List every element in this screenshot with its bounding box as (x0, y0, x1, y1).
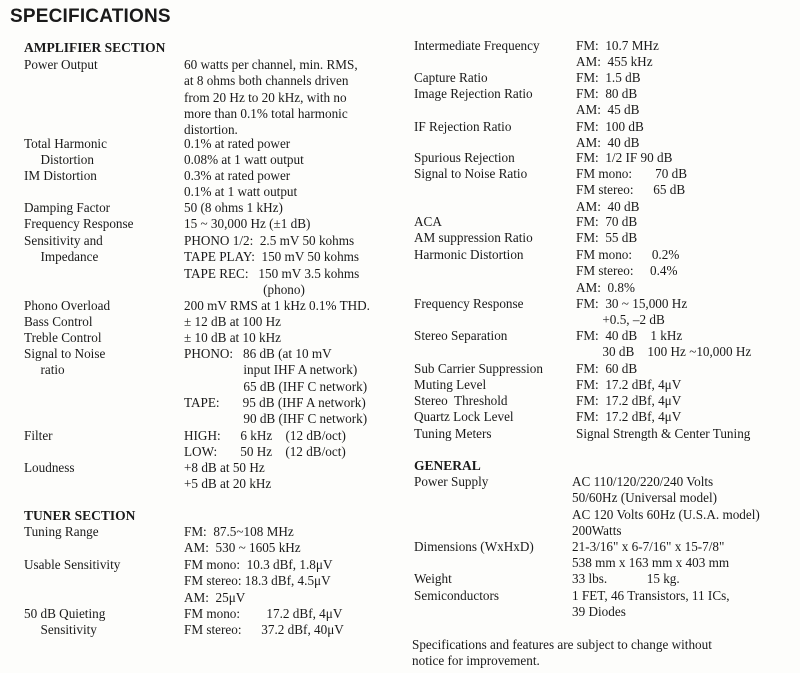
spec-value: Signal Strength & Center Tuning (576, 426, 751, 441)
spec-label: Harmonic Distortion (414, 247, 524, 262)
spec-value: 21-3/16" x 6-7/16" x 15-7/8" 538 mm x 163 mm x 403 mm (572, 539, 730, 571)
spec-label: 50 dB Quieting Sensitivity (24, 606, 106, 638)
spec-value: 0.1% at rated power 0.08% at 1 watt output (184, 136, 304, 168)
page-title: SPECIFICATIONS (10, 6, 171, 27)
spec-value: FM mono: 17.2 dBf, 4μV FM stereo: 37.2 dBf, 40μV (184, 606, 344, 638)
spec-value: FM: 87.5~108 MHz AM: 530 ~ 1605 kHz (184, 524, 301, 556)
spec-label: Treble Control (24, 330, 102, 345)
spec-label: Stereo Threshold (414, 393, 508, 408)
spec-value: FM: 55 dB (576, 230, 638, 245)
spec-value: FM: 60 dB (576, 361, 638, 376)
spec-value: 0.3% at rated power 0.1% at 1 watt output (184, 168, 298, 200)
spec-label: Muting Level (414, 377, 487, 392)
spec-label: Intermediate Frequency (414, 38, 540, 53)
spec-label: Sensitivity and Impedance (24, 233, 103, 265)
tuner-section-heading: TUNER SECTION (24, 508, 136, 523)
general-section-heading: GENERAL (414, 458, 481, 473)
spec-label: Quartz Lock Level (414, 409, 514, 424)
spec-value: FM mono: 10.3 dBf, 1.8μV FM stereo: 18.3 dBf, 4.5μV AM: 25μV (184, 557, 333, 605)
spec-label: Spurious Rejection (414, 150, 515, 165)
amplifier-section-heading: AMPLIFIER SECTION (24, 40, 166, 55)
spec-label: Tuning Meters (414, 426, 492, 441)
spec-label: AM suppression Ratio (414, 230, 533, 245)
spec-value: FM mono: 70 dB FM stereo: 65 dB AM: 40 dB (576, 166, 688, 214)
spec-label: Capture Ratio (414, 70, 488, 85)
spec-value: ± 12 dB at 100 Hz (184, 314, 281, 329)
spec-label: Power Output (24, 57, 98, 72)
spec-label: Usable Sensitivity (24, 557, 121, 572)
spec-value: 200 mV RMS at 1 kHz 0.1% THD. (184, 298, 370, 313)
spec-label: Damping Factor (24, 200, 111, 215)
spec-label: Bass Control (24, 314, 93, 329)
spec-label: Loudness (24, 460, 75, 475)
spec-label: Signal to Noise ratio (24, 346, 106, 378)
spec-value: 60 watts per channel, min. RMS, at 8 ohms both channels driven from 20 Hz to 20 kHz, with no more than 0.1% total harmonic distortion. (184, 57, 358, 138)
spec-value: FM: 1/2 IF 90 dB (576, 150, 673, 165)
spec-value: FM: 30 ~ 15,000 Hz +0.5, –2 dB (576, 296, 688, 328)
spec-label: Image Rejection Ratio (414, 86, 533, 101)
spec-value: FM: 17.2 dBf, 4μV (576, 409, 682, 424)
spec-label: IF Rejection Ratio (414, 119, 512, 134)
spec-label: ACA (414, 214, 442, 229)
spec-value: 15 ~ 30,000 Hz (±1 dB) (184, 216, 311, 231)
spec-value: +8 dB at 50 Hz +5 dB at 20 kHz (184, 460, 272, 492)
spec-value: FM: 1.5 dB (576, 70, 641, 85)
spec-value: FM: 70 dB (576, 214, 638, 229)
spec-label: Tuning Range (24, 524, 99, 539)
footnote: Specifications and features are subject to change without notice for improvement. (412, 637, 712, 669)
spec-label: Weight (414, 571, 452, 586)
spec-label: Stereo Separation (414, 328, 508, 343)
spec-label: Sub Carrier Suppression (414, 361, 543, 376)
spec-label: Dimensions (WxHxD) (414, 539, 534, 554)
spec-value: FM: 100 dB AM: 40 dB (576, 119, 644, 151)
spec-label: Total Harmonic Distortion (24, 136, 107, 168)
spec-value: FM: 80 dB AM: 45 dB (576, 86, 640, 118)
spec-label: Frequency Response (414, 296, 524, 311)
spec-label: Power Supply (414, 474, 489, 489)
spec-label: Semiconductors (414, 588, 499, 603)
spec-value: AC 110/120/220/240 Volts 50/60Hz (Universal model) AC 120 Volts 60Hz (U.S.A. model) 200Watts (572, 474, 760, 538)
spec-value: 50 (8 ohms 1 kHz) (184, 200, 283, 215)
spec-label: Frequency Response (24, 216, 134, 231)
spec-value: 1 FET, 46 Transistors, 11 ICs, 39 Diodes (572, 588, 730, 620)
spec-value: PHONO: 86 dB (at 10 mV input IHF A network) 65 dB (IHF C network) TAPE: 95 dB (IHF A network) 90 dB (IHF C network) (184, 346, 368, 427)
spec-value: ± 10 dB at 10 kHz (184, 330, 281, 345)
spec-value: FM mono: 0.2% FM stereo: 0.4% AM: 0.8% (576, 247, 680, 295)
spec-label: Filter (24, 428, 53, 443)
spec-label: Signal to Noise Ratio (414, 166, 528, 181)
spec-value: FM: 10.7 MHz AM: 455 kHz (576, 38, 659, 70)
spec-value: 33 lbs. 15 kg. (572, 571, 680, 586)
spec-value: FM: 40 dB 1 kHz 30 dB 100 Hz ~10,000 Hz (576, 328, 752, 360)
spec-label: IM Distortion (24, 168, 97, 183)
spec-value: FM: 17.2 dBf, 4μV (576, 393, 682, 408)
spec-value: PHONO 1/2: 2.5 mV 50 kohms TAPE PLAY: 150 mV 50 kohms TAPE REC: 150 mV 3.5 kohms (phono) (184, 233, 360, 297)
spec-value: HIGH: 6 kHz (12 dB/oct) LOW: 50 Hz (12 dB/oct) (184, 428, 346, 460)
spec-value: FM: 17.2 dBf, 4μV (576, 377, 682, 392)
spec-label: Phono Overload (24, 298, 111, 313)
